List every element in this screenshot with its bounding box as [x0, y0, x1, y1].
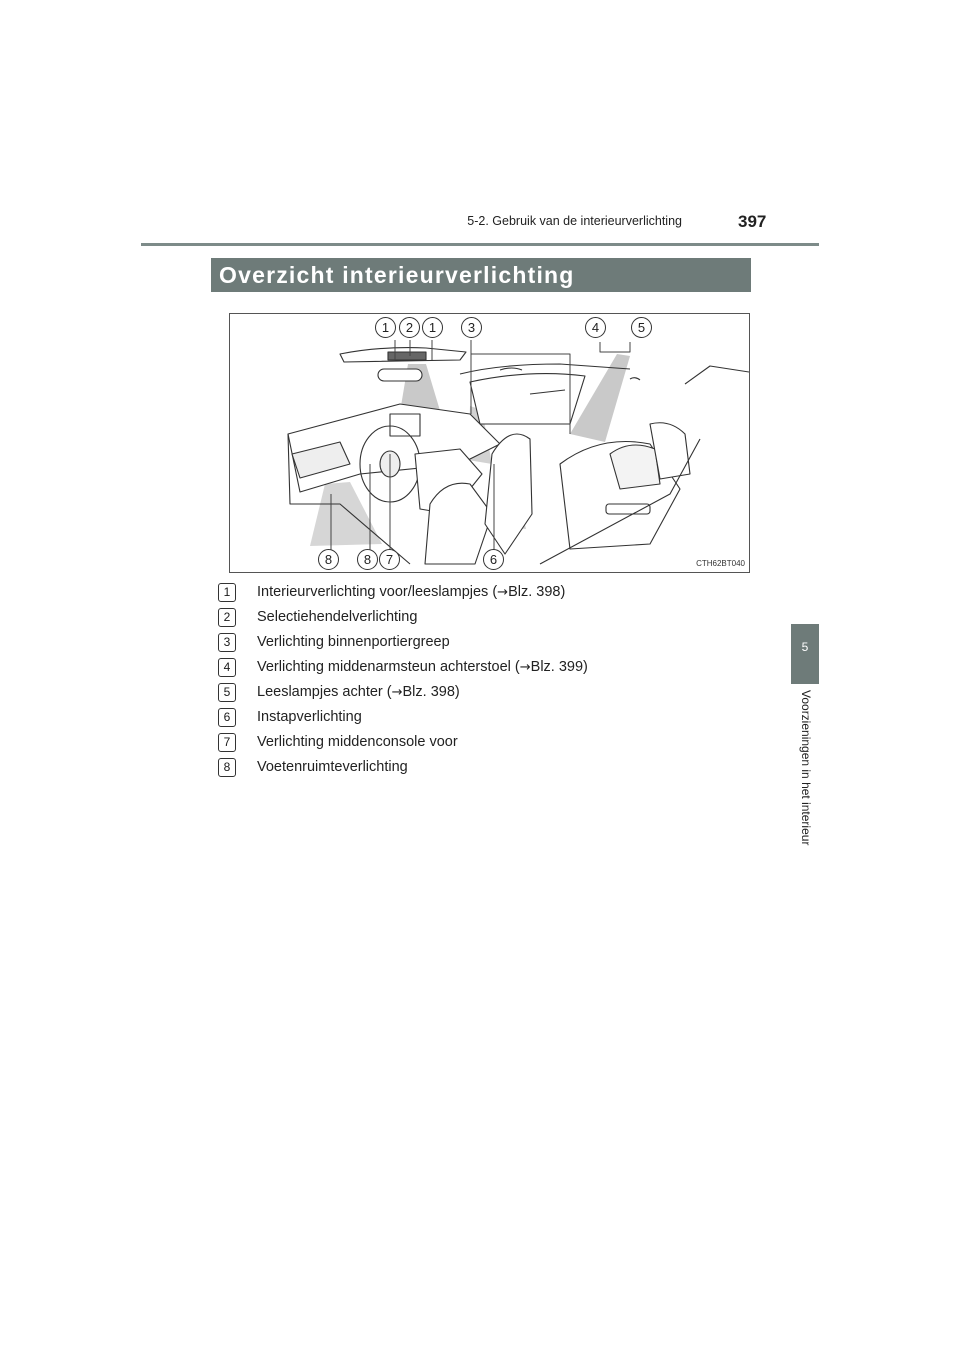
callout-bottom-4: 6: [483, 549, 504, 570]
legend-text: Verlichting middenarmsteun achterstoel (→Blz. 399): [257, 659, 588, 675]
arrow-right-icon: →: [497, 585, 509, 600]
chapter-label: Voorzieningen in het interieur: [799, 690, 813, 846]
interior-lighting-illustration: [229, 313, 750, 573]
chapter-tab: 5: [791, 624, 819, 684]
callout-top-4: 3: [461, 317, 482, 338]
header-section-title: 5-2. Gebruik van de interieurverlichting: [467, 214, 682, 228]
legend-number: 4: [218, 658, 236, 677]
legend-text: Selectiehendelverlichting: [257, 609, 418, 625]
legend-text: Voetenruimteverlichting: [257, 759, 408, 775]
legend-number: 6: [218, 708, 236, 727]
legend-number: 5: [218, 683, 236, 702]
legend-text: Interieurverlichting voor/leeslampjes (→Blz. 398): [257, 584, 566, 600]
illustration-code: CTH62BT040: [696, 559, 745, 568]
legend-item: [215, 705, 755, 730]
callout-top-6: 5: [631, 317, 652, 338]
arrow-right-icon: →: [519, 660, 531, 675]
callout-bottom-1: 8: [318, 549, 339, 570]
page-title: Overzicht interieurverlichting: [211, 258, 751, 292]
legend-item: [215, 630, 755, 655]
callout-bottom-2: 8: [357, 549, 378, 570]
legend-number: 1: [218, 583, 236, 602]
legend-item: [215, 755, 755, 780]
callout-top-1: 1: [375, 317, 396, 338]
legend-number: 2: [218, 608, 236, 627]
legend-text: Verlichting binnenportiergreep: [257, 634, 450, 650]
legend-number: 8: [218, 758, 236, 777]
legend-item: [215, 580, 755, 605]
page-number: 397: [738, 212, 767, 231]
header-divider: [141, 243, 819, 246]
callout-top-3: 1: [422, 317, 443, 338]
callout-top-5: 4: [585, 317, 606, 338]
legend-text: Instapverlichting: [257, 709, 362, 725]
callout-top-2: 2: [399, 317, 420, 338]
legend-item: [215, 680, 755, 705]
legend-item: [215, 730, 755, 755]
legend-number: 7: [218, 733, 236, 752]
legend-item: [215, 655, 755, 680]
legend-list: [215, 580, 755, 780]
legend-text: Leeslampjes achter (→Blz. 398): [257, 684, 460, 700]
legend-number: 3: [218, 633, 236, 652]
legend-item: [215, 605, 755, 630]
car-interior-drawing: [230, 314, 749, 572]
arrow-right-icon: →: [391, 685, 403, 700]
callout-bottom-3: 7: [379, 549, 400, 570]
legend-text: Verlichting middenconsole voor: [257, 734, 458, 750]
